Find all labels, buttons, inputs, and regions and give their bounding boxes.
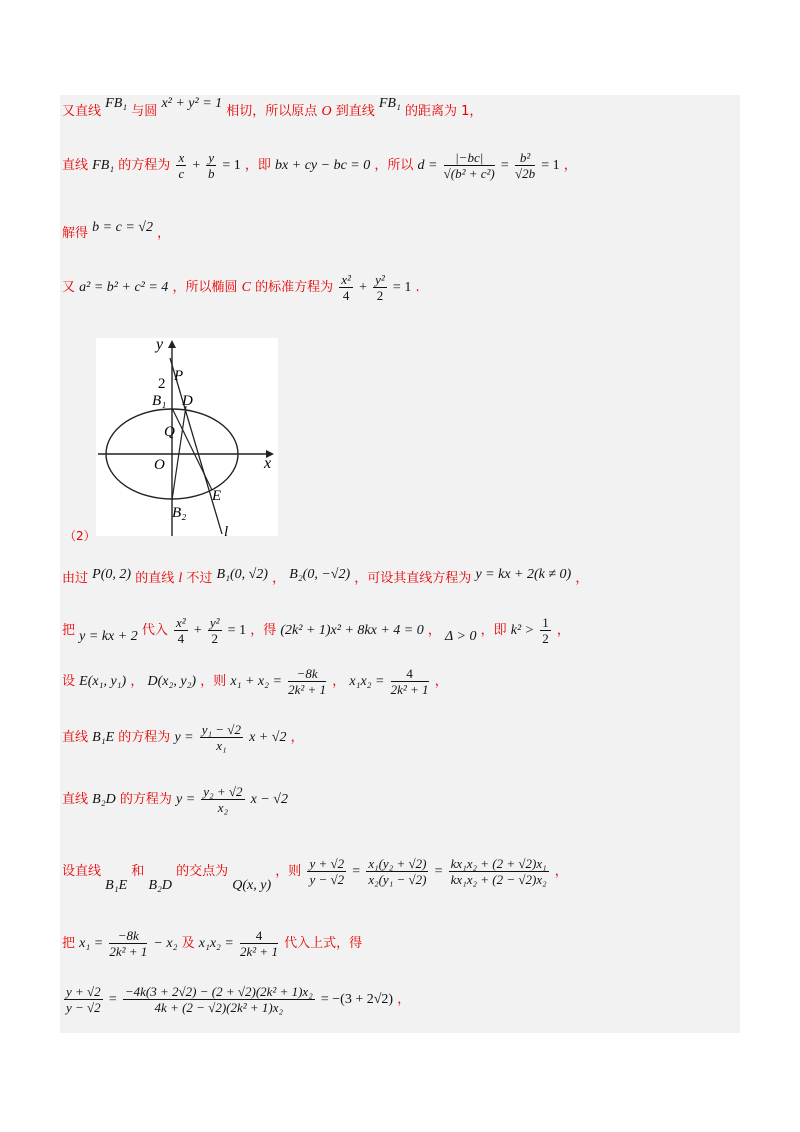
text: ，则 xyxy=(275,864,302,879)
text: ， xyxy=(130,674,144,689)
math: FB₁ xyxy=(378,96,401,111)
label-o: O xyxy=(154,457,165,473)
text: 代入上式，得 xyxy=(284,936,363,951)
text: 相切，所以原点 xyxy=(226,104,318,119)
math: = 1 xyxy=(392,280,412,295)
math: B₁(0, √2) xyxy=(216,567,268,582)
math: + xyxy=(359,280,367,295)
math: + xyxy=(193,623,202,638)
den: 4 xyxy=(177,631,185,646)
text: ，所以椭圆 xyxy=(172,280,238,295)
text: 的直线 xyxy=(135,571,175,586)
label-y: y xyxy=(156,338,164,353)
line-6 xyxy=(62,615,570,646)
text: 的标准方程为 xyxy=(255,280,334,295)
text: 的方程为 xyxy=(118,730,171,745)
text: 设 xyxy=(62,674,76,689)
num: |−bc| xyxy=(444,150,495,166)
fraction xyxy=(449,856,549,887)
math: = xyxy=(352,864,361,879)
text: 的交点为 xyxy=(176,864,229,879)
num: y² xyxy=(375,272,385,287)
math: B₂D xyxy=(148,878,172,893)
den: x₁ xyxy=(216,738,227,753)
math: x₁x₂ = xyxy=(349,674,385,689)
fraction xyxy=(540,615,551,646)
text: 解得 xyxy=(62,226,89,241)
math: x − √2 xyxy=(250,792,288,807)
den: b xyxy=(208,166,215,181)
math: B₂(0, −√2) xyxy=(289,567,351,582)
den: kx₁x₂ + (2 − √2)x₂ xyxy=(450,872,547,887)
fraction xyxy=(391,666,429,697)
den: 2 xyxy=(542,631,549,646)
fraction xyxy=(123,984,315,1015)
text: 和 xyxy=(131,864,145,879)
fraction xyxy=(206,150,216,181)
label-b2: B₂ xyxy=(172,505,187,521)
text: ， xyxy=(397,992,411,1007)
text: 与圆 xyxy=(131,104,158,119)
text: ， xyxy=(332,674,346,689)
line-b1e xyxy=(172,408,212,490)
text: 把 xyxy=(62,623,76,638)
text: ，得 xyxy=(250,623,277,638)
line-1 xyxy=(62,96,483,120)
math: l xyxy=(178,571,183,586)
den: 2 xyxy=(211,631,218,646)
label-2: 2 xyxy=(158,376,166,392)
den: y − √2 xyxy=(309,872,345,887)
fraction xyxy=(174,615,188,646)
math: (2k² + 1)x² + 8kx + 4 = 0 xyxy=(280,623,424,638)
text: ，即 xyxy=(480,623,507,638)
text: 到直线 xyxy=(335,104,375,119)
math: x₁ = xyxy=(79,936,104,951)
num: −8k xyxy=(288,666,326,682)
num: x² xyxy=(341,272,351,287)
num: b² xyxy=(515,150,535,166)
fraction xyxy=(307,856,346,887)
label-l: l xyxy=(224,524,229,536)
den: x₂(y₁ − √2) xyxy=(368,872,427,887)
text: ，即 xyxy=(244,158,271,173)
text: ， xyxy=(575,571,589,586)
math: a² = b² + c² = 4 xyxy=(79,280,169,295)
text: 直线 xyxy=(62,792,89,807)
math: O xyxy=(321,104,332,119)
fraction xyxy=(515,150,535,181)
math: = −(3 + 2√2) xyxy=(320,992,394,1007)
label-q: Q xyxy=(164,424,175,440)
math: = 1 xyxy=(227,623,247,638)
math: y = xyxy=(175,792,196,807)
num: y xyxy=(208,150,215,165)
fraction xyxy=(200,722,243,753)
math: = xyxy=(434,864,443,879)
math: k² > xyxy=(510,623,535,638)
label-p: P xyxy=(174,368,184,384)
fraction xyxy=(64,984,103,1015)
den: 4k + (2 − √2)(2k² + 1)x₂ xyxy=(154,1000,284,1015)
math: C xyxy=(241,280,251,295)
text: ， xyxy=(554,864,568,879)
line-8 xyxy=(62,722,304,753)
fraction xyxy=(288,666,326,697)
num: x² xyxy=(176,615,186,630)
math: bx + cy − bc = 0 xyxy=(275,158,371,173)
text: ， xyxy=(556,623,570,638)
num: x xyxy=(178,150,185,165)
text: 把 xyxy=(62,936,76,951)
label-e: E xyxy=(212,488,222,504)
text: 又直线 xyxy=(62,104,102,119)
text: 设直线 xyxy=(62,864,102,879)
num: 1 xyxy=(542,615,549,630)
math: E(x₁, y₁) xyxy=(79,674,127,689)
text: 代入 xyxy=(141,623,168,638)
math: x + √2 xyxy=(249,730,287,745)
ellipse-figure xyxy=(96,338,278,536)
den: y − √2 xyxy=(66,1000,101,1015)
math: b = c = √2 xyxy=(92,220,153,235)
fraction xyxy=(240,928,278,959)
line-9 xyxy=(62,784,288,815)
line-3 xyxy=(62,222,170,242)
num: kx₁x₂ + (2 + √2)x₁ xyxy=(450,856,547,871)
math: + xyxy=(192,158,201,173)
math: x₁ + x₂ = xyxy=(230,674,282,689)
fraction xyxy=(109,928,147,959)
text: . xyxy=(415,280,420,295)
math: y = kx + 2 xyxy=(79,629,138,644)
den: 2k² + 1 xyxy=(109,944,148,959)
text: 由过 xyxy=(62,571,89,586)
den: 2 xyxy=(376,288,384,303)
den: 4 xyxy=(342,288,350,303)
line-b2d xyxy=(172,406,186,500)
math: x₁x₂ = xyxy=(198,936,234,951)
math: B₁E xyxy=(92,730,115,745)
math: B₁E xyxy=(105,878,128,893)
num: −8k xyxy=(109,928,147,944)
text: 的距离为 1， xyxy=(405,104,483,119)
num: y₂ + √2 xyxy=(203,784,243,799)
math: D(x₂, y₂) xyxy=(147,674,197,689)
text: ，所以 xyxy=(374,158,414,173)
ellipse-diagram xyxy=(96,338,278,536)
math: = 1 xyxy=(541,158,560,173)
num: −4k(3 + 2√2) − (2 + √2)(2k² + 1)x₂ xyxy=(124,984,313,999)
num: 4 xyxy=(240,928,278,944)
label-d: D xyxy=(182,393,193,409)
line-4 xyxy=(62,272,420,303)
label-b1: B₁ xyxy=(152,393,167,409)
text: ，可设其直线方程为 xyxy=(354,571,472,586)
den: 2k² + 1 xyxy=(288,682,327,697)
text: ， xyxy=(427,623,441,638)
line-12 xyxy=(62,984,410,1015)
math: y = kx + 2(k ≠ 0) xyxy=(475,567,572,582)
math: FB₁ xyxy=(105,96,128,111)
num: x₁(y₂ + √2) xyxy=(368,856,427,871)
fraction xyxy=(201,784,244,815)
fraction xyxy=(176,150,186,181)
text: 不过 xyxy=(186,571,213,586)
text: ，则 xyxy=(200,674,227,689)
text: 的方程为 xyxy=(118,158,171,173)
line-2 xyxy=(62,150,577,181)
line-7 xyxy=(62,666,448,697)
math: = xyxy=(108,992,117,1007)
line-10 xyxy=(62,856,568,893)
fraction xyxy=(373,272,387,303)
text: 直线 xyxy=(62,158,89,173)
math: = xyxy=(500,158,509,173)
den: 2k² + 1 xyxy=(390,682,429,697)
den: √2b xyxy=(514,166,536,181)
math: = 1 xyxy=(222,158,241,173)
num: y + √2 xyxy=(66,984,101,999)
text: 直线 xyxy=(62,730,89,745)
num: y + √2 xyxy=(309,856,345,871)
text: ， xyxy=(563,158,577,173)
num: y² xyxy=(209,615,220,630)
line-5 xyxy=(62,567,588,587)
fraction xyxy=(208,615,222,646)
num: 4 xyxy=(391,666,429,682)
text: 及 xyxy=(181,936,195,951)
text: 又 xyxy=(62,280,76,295)
fraction xyxy=(366,856,428,887)
label-x: x xyxy=(264,455,272,472)
text: ， xyxy=(157,226,171,241)
part-2-label: （2） xyxy=(64,529,96,543)
den: √(b² + c²) xyxy=(443,166,495,181)
text: ， xyxy=(272,571,286,586)
math: − x₂ xyxy=(153,936,178,951)
fraction xyxy=(339,272,353,303)
math: d = xyxy=(417,158,438,173)
text: 的方程为 xyxy=(119,792,172,807)
line-11 xyxy=(62,928,362,959)
math: y = xyxy=(174,730,194,745)
math: Q(x, y) xyxy=(232,878,272,893)
text: ， xyxy=(434,674,448,689)
den: 2k² + 1 xyxy=(240,944,278,959)
math: P(0, 2) xyxy=(92,567,132,582)
math: B₂D xyxy=(92,792,116,807)
math: x² + y² = 1 xyxy=(161,96,223,111)
den: c xyxy=(178,166,185,181)
math: Δ > 0 xyxy=(445,629,477,644)
num: y₁ − √2 xyxy=(201,722,241,737)
text: ， xyxy=(290,730,304,745)
y-axis-arrow-icon xyxy=(168,340,176,348)
den: x₂ xyxy=(217,800,229,815)
fraction xyxy=(444,150,495,181)
math: FB₁ xyxy=(92,158,115,173)
